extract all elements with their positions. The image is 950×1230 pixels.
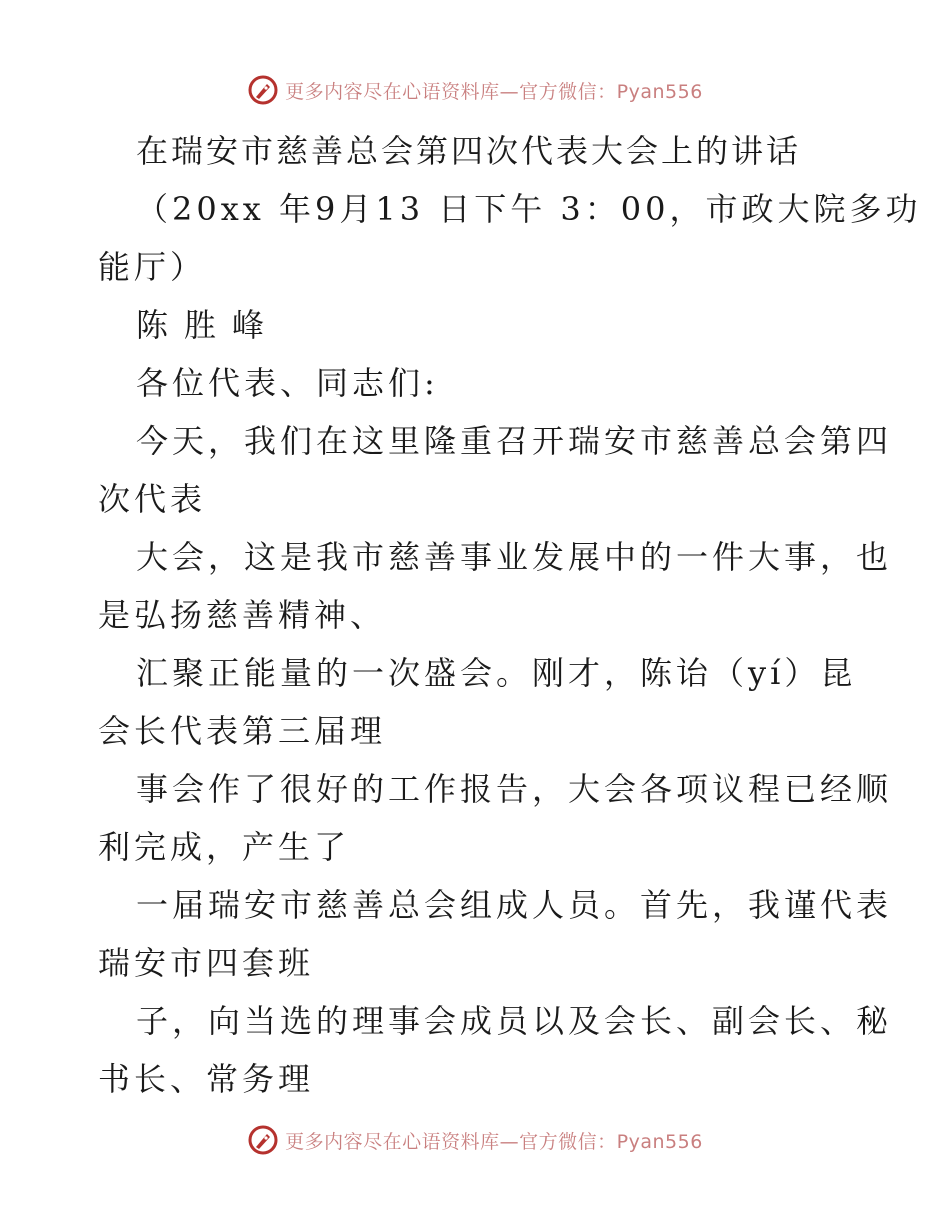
speech-line: 瑞安市四套班 xyxy=(98,944,315,982)
speech-line: 一届瑞安市慈善总会组成人员。首先，我谨代表 xyxy=(136,886,893,924)
speech-line: 子，向当选的理事会成员以及会长、副会长、秘 xyxy=(136,1002,893,1040)
speech-line: 书长、常务理 xyxy=(98,1060,315,1098)
salutation: 各位代表、同志们: xyxy=(136,364,439,402)
speech-line: 会长代表第三届理 xyxy=(98,712,387,750)
footer-banner xyxy=(0,1120,950,1160)
speech-line: 大会，这是我市慈善事业发展中的一件大事，也 xyxy=(136,538,893,576)
author-name: 陈胜峰 xyxy=(136,306,281,344)
speech-line: 事会作了很好的工作报告，大会各项议程已经顺 xyxy=(136,770,893,808)
speech-line: 汇聚正能量的一次盛会。刚才，陈诒（yí）昆 xyxy=(136,654,857,692)
pen-nib-logo-icon xyxy=(247,74,279,106)
speech-line: 是弘扬慈善精神、 xyxy=(98,596,387,634)
speech-text xyxy=(98,412,893,1108)
banner-text: 更多内容尽在心语资料库—官方微信：Pyan556 xyxy=(285,80,703,103)
speech-line: 利完成，产生了 xyxy=(98,828,351,866)
document-title: 在瑞安市慈善总会第四次代表大会上的讲话 xyxy=(136,132,802,170)
banner-text: 更多内容尽在心语资料库—官方微信：Pyan556 xyxy=(285,1130,703,1153)
header-banner xyxy=(0,70,950,110)
speech-line: 今天，我们在这里隆重召开瑞安市慈善总会第四 xyxy=(136,422,893,460)
pen-nib-logo-icon xyxy=(247,1124,279,1156)
document-subtitle-line-1: （20xx 年9月13 日下午 3：00，市政大院多功 xyxy=(136,190,922,228)
document-subtitle-line-2: 能厅） xyxy=(98,248,207,286)
document-body xyxy=(98,122,922,1108)
speech-line: 次代表 xyxy=(98,480,207,518)
